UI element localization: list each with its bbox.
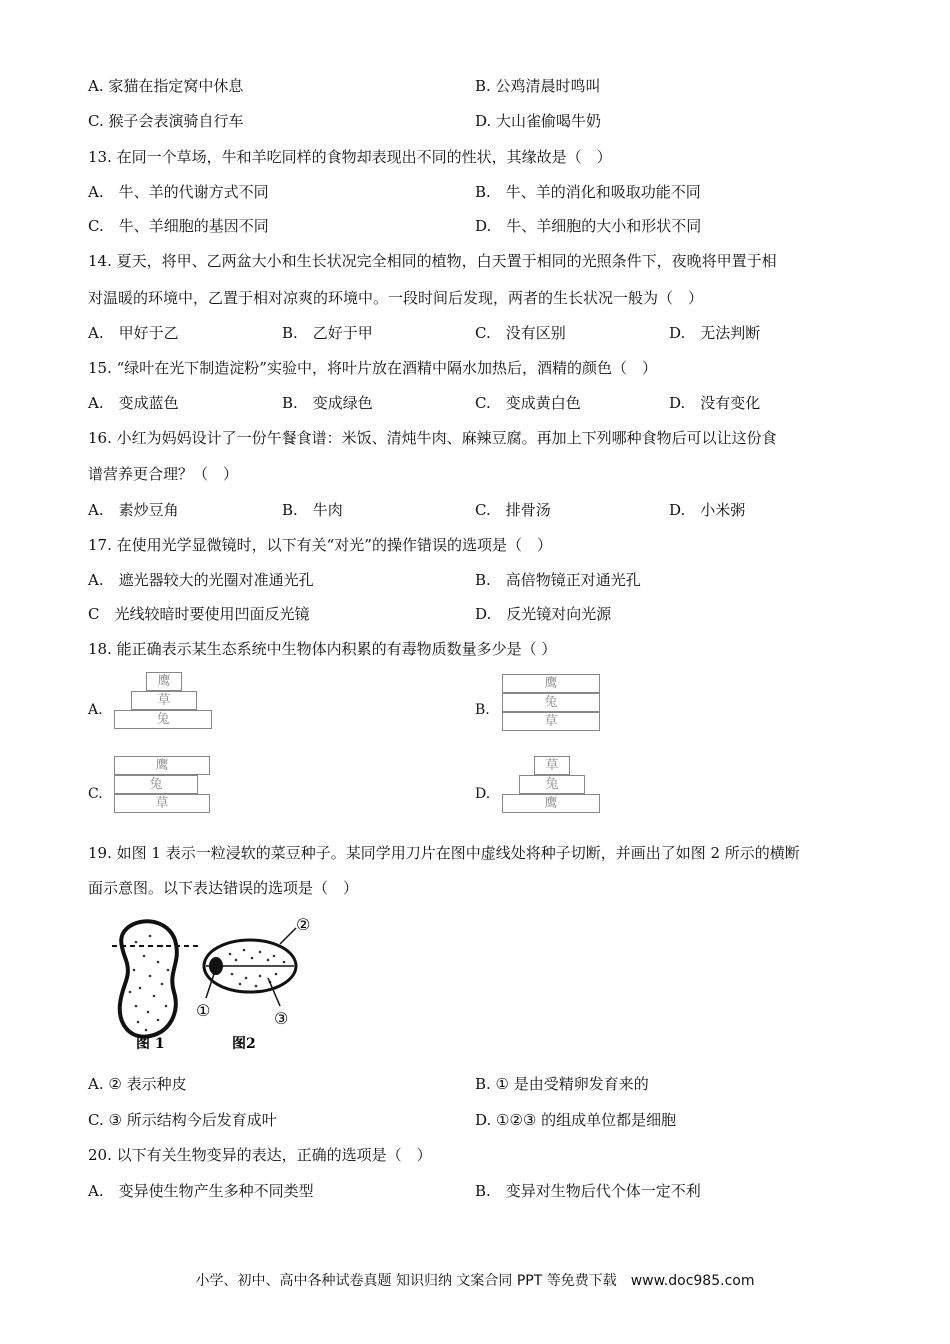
fig2-label: 图2: [232, 1036, 256, 1052]
q13-option-c: C. 牛、羊细胞的基因不同: [88, 217, 269, 235]
q14-option-b: B. 乙好于甲: [282, 324, 373, 342]
pyramid-level: 草: [502, 712, 600, 731]
q19-option-b: B. ① 是由受精卵发育来的: [475, 1075, 649, 1093]
q20-stem: 20. 以下有关生物变异的表达，正确的选项是（ ）: [88, 1146, 432, 1164]
q18-option-a-label: A.: [88, 702, 103, 718]
fig1-bean-outline: [120, 921, 177, 1036]
q18-option-d-pyramid: [502, 756, 602, 814]
q16-option-b: B. 牛肉: [282, 501, 343, 519]
q19-option-d: D. ①②③ 的组成单位都是细胞: [475, 1111, 677, 1129]
pyramid-level: 兔: [114, 710, 212, 729]
q18-stem: 18. 能正确表示某生态系统中生物体内积累的有毒物质数量多少是（ ）: [88, 640, 557, 658]
pyramid-level: 兔: [519, 775, 585, 794]
q16-stem-line2: 谱营养更合理？（ ）: [88, 465, 239, 483]
q13-stem: 13. 在同一个草场，牛和羊吃同样的食物却表现出不同的性状，其缘故是（ ）: [88, 148, 612, 166]
q17-option-c: C 光线较暗时要使用凹面反光镜: [88, 605, 310, 623]
q15-option-c: C. 变成黄白色: [475, 394, 581, 412]
bean-seed-figure: [110, 912, 340, 1054]
fig2-embryo: [209, 957, 223, 975]
q14-stem-line2: 对温暖的环境中，乙置于相对凉爽的环境中。一段时间后发现，两者的生长状况一般为（ ）: [88, 289, 704, 307]
q14-option-c: C. 没有区别: [475, 324, 566, 342]
q18-option-b-pyramid: [502, 674, 602, 732]
q14-stem-line1: 14. 夏天，将甲、乙两盆大小和生长状况完全相同的植物，白天置于相同的光照条件下，夜晚将甲置于相: [88, 252, 777, 270]
page-footer: 小学、初中、高中各种试卷真题 知识归纳 文案合同 PPT 等免费下载 www.doc985.com: [195, 1273, 755, 1289]
q15-option-a: A. 变成蓝色: [88, 394, 179, 412]
q20-option-a: A. 变异使生物产生多种不同类型: [88, 1182, 314, 1200]
q17-option-d: D. 反光镜对向光源: [475, 605, 612, 623]
q14-option-a: A. 甲好于乙: [88, 324, 179, 342]
q16-option-d: D. 小米粥: [669, 501, 746, 519]
q15-option-b: B. 变成绿色: [282, 394, 373, 412]
q12-option-a: A. 家猫在指定窝中休息: [88, 77, 244, 95]
pyramid-level: 鹰: [502, 794, 600, 813]
q15-option-d: D. 没有变化: [669, 394, 761, 412]
q13-option-b: B. 牛、羊的消化和吸取功能不同: [475, 183, 701, 201]
marker2-leader: [280, 928, 296, 944]
pyramid-level: 草: [114, 794, 210, 813]
q16-stem-line1: 16. 小红为妈妈设计了一份午餐食谱：米饭、清炖牛肉、麻辣豆腐。再加上下列哪种食物后可以让这份食: [88, 429, 777, 447]
q13-option-d: D. 牛、羊细胞的大小和形状不同: [475, 217, 702, 235]
fig1-label: 图 1: [136, 1036, 165, 1052]
q12-option-b: B. 公鸡清晨时鸣叫: [475, 77, 601, 95]
q15-stem: 15. “绿叶在光下制造淀粉”实验中，将叶片放在酒精中隔水加热后，酒精的颜色（ ）: [88, 359, 657, 377]
q12-option-d: D. 大山雀偷喝牛奶: [475, 112, 602, 130]
q19-option-a: A. ② 表示种皮: [88, 1075, 187, 1093]
pyramid-level: 鹰: [146, 672, 182, 691]
q17-option-a: A. 遮光器较大的光圈对准通光孔: [88, 571, 314, 589]
q17-option-b: B. 高倍物镜正对通光孔: [475, 571, 641, 589]
q19-stem-line2: 面示意图。以下表达错误的选项是（ ）: [88, 879, 359, 897]
q12-option-c: C. 猴子会表演骑自行车: [88, 112, 244, 130]
pyramid-level: 草: [131, 691, 197, 710]
pyramid-level: 鹰: [502, 674, 600, 693]
q18-option-c-pyramid: [114, 756, 214, 814]
q19-option-c: C. ③ 所示结构今后发育成叶: [88, 1111, 277, 1129]
q18-option-c-label: C.: [88, 786, 103, 802]
pyramid-level: 草: [534, 756, 570, 775]
q13-option-a: A. 牛、羊的代谢方式不同: [88, 183, 269, 201]
marker-3: ③: [274, 1009, 289, 1028]
q16-option-c: C. 排骨汤: [475, 501, 551, 519]
q20-option-b: B. 变异对生物后代个体一定不利: [475, 1182, 701, 1200]
marker-2: ②: [296, 915, 311, 934]
pyramid-level: 兔: [114, 775, 198, 794]
q18-option-a-pyramid: [114, 672, 214, 730]
q18-option-b-label: B.: [475, 702, 490, 718]
pyramid-level: 鹰: [114, 756, 210, 775]
pyramid-level: 兔: [502, 693, 600, 712]
q18-option-d-label: D.: [475, 786, 491, 802]
q16-option-a: A. 素炒豆角: [88, 501, 179, 519]
q19-stem-line1: 19. 如图 1 表示一粒浸软的菜豆种子。某同学用刀片在图中虚线处将种子切断，并画出了如图 2 所示的横断: [88, 844, 800, 862]
marker-1: ①: [196, 1001, 211, 1020]
q14-option-d: D. 无法判断: [669, 324, 761, 342]
q17-stem: 17. 在使用光学显微镜时，以下有关“对光”的操作错误的选项是（ ）: [88, 536, 552, 554]
